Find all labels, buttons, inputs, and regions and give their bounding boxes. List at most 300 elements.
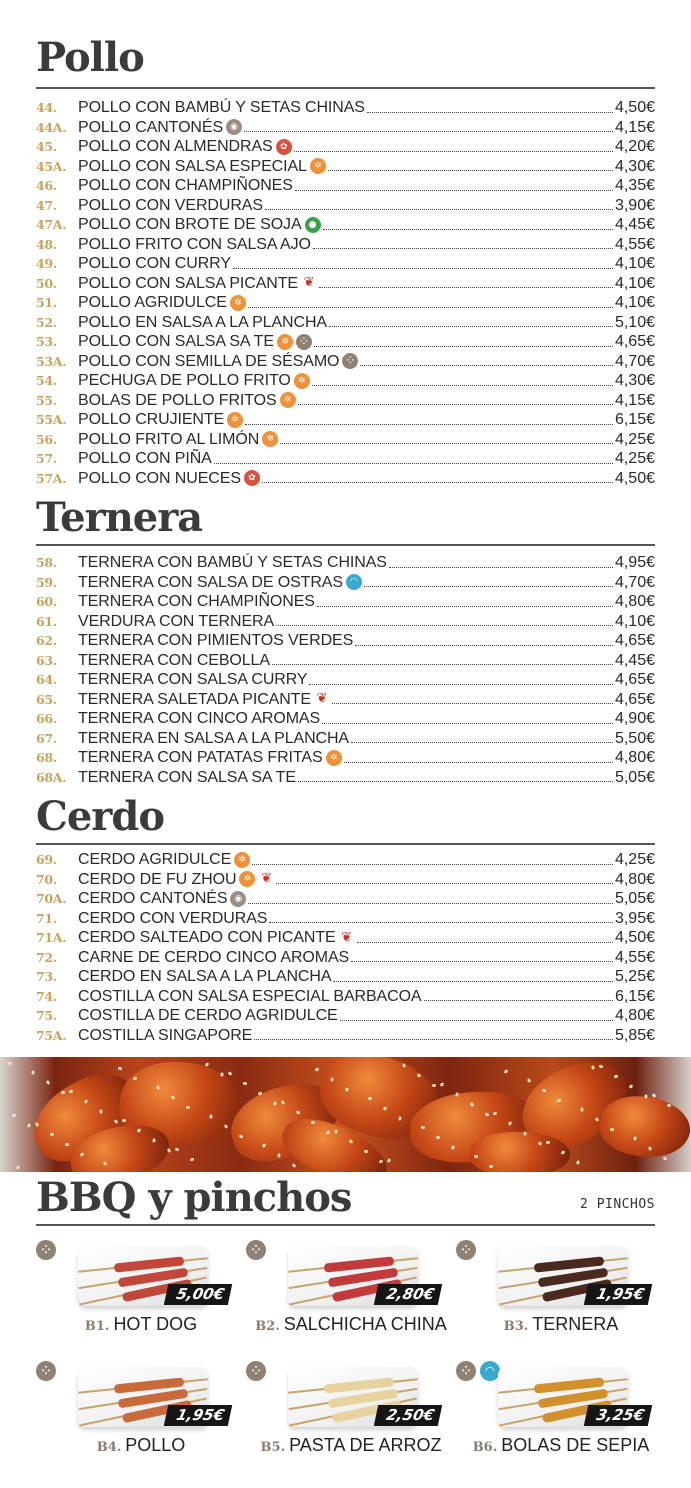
- item-number: 61.: [36, 613, 57, 629]
- item-number: 73.: [36, 969, 57, 984]
- item-number: 67.: [36, 730, 57, 746]
- bbq-item: [246, 1240, 456, 1360]
- item-code: B1.: [84, 1319, 110, 1334]
- menu-item-row: [36, 293, 655, 313]
- menu-item-row: [36, 1006, 655, 1026]
- menu-item-row: [36, 651, 655, 671]
- item-number: 74.: [36, 988, 57, 1004]
- wheat-icon: ✲: [310, 158, 326, 174]
- wheat-icon: ✲: [326, 750, 342, 766]
- sesame-seed: [205, 1062, 210, 1067]
- menu-item-row: [36, 768, 655, 788]
- sesame-seed: [118, 1066, 123, 1070]
- item-price: 4,50€: [614, 469, 655, 487]
- allergen-icons: [346, 574, 362, 590]
- dot-leader: [313, 248, 613, 249]
- item-name: TERNERA EN SALSA A LA PLANCHA: [78, 729, 349, 747]
- allergen-icons: [326, 750, 342, 766]
- sesame-seed: [12, 1113, 17, 1117]
- item-price: 4,65€: [614, 671, 655, 688]
- item-number: 47.: [36, 197, 57, 213]
- dot-leader: [280, 443, 613, 444]
- item-number: 65.: [36, 691, 57, 707]
- item-name: TERNERA CON PATATAS FRITAS: [78, 749, 323, 766]
- section-title-ternera: Ternera: [36, 494, 203, 541]
- menu-item-row: [36, 889, 655, 909]
- item-price: 4,10€: [614, 612, 655, 630]
- dot-leader: [214, 463, 613, 464]
- menu-item-row: [36, 631, 655, 651]
- menu-list-cerdo: [36, 850, 655, 1045]
- item-number: 62.: [36, 633, 57, 648]
- menu-item-row: [36, 352, 655, 372]
- sesame-icon: ⁘: [342, 353, 358, 369]
- menu-item-row: [36, 274, 655, 294]
- menu-item-row: [36, 235, 655, 255]
- dot-leader: [298, 404, 613, 405]
- allergen-icons: [301, 275, 317, 291]
- menu-item-row: [36, 748, 655, 768]
- menu-item-row: [36, 137, 655, 157]
- menu-list-pollo: [36, 98, 655, 488]
- item-number: 44A.: [36, 119, 67, 135]
- sesame-icon: ⁘: [246, 1240, 266, 1260]
- dot-leader: [367, 112, 613, 113]
- sesame-icon: ⁘: [296, 334, 312, 350]
- item-number: 50.: [36, 275, 57, 291]
- item-price: 4,50€: [614, 929, 655, 946]
- sesame-seed: [440, 1082, 445, 1087]
- item-name: TERNERA CON SALSA CURRY: [78, 671, 308, 688]
- wheat-icon: ✲: [277, 334, 293, 350]
- item-number: 75A.: [36, 1027, 67, 1043]
- allergen-icons: [305, 217, 321, 233]
- item-price: 4,50€: [614, 99, 655, 116]
- dot-leader: [323, 229, 613, 230]
- menu-item-row: [36, 850, 655, 870]
- item-name: POLLO CON SALSA PICANTE: [78, 274, 298, 292]
- menu-item-row: [36, 98, 655, 118]
- item-name: POLLO CON SALSA SA TE: [78, 333, 274, 350]
- item-name: POLLO CON CHAMPIÑONES: [78, 177, 293, 194]
- item-price: 4,45€: [614, 651, 655, 669]
- dot-leader: [294, 151, 613, 152]
- bbq-item-label: [456, 1435, 666, 1456]
- item-name: POLLO CON BAMBÚ Y SETAS CHINAS: [78, 99, 365, 116]
- item-price: 5,05€: [614, 890, 655, 907]
- mollusc-icon: ◉: [230, 891, 246, 907]
- sesame-icon: ⁘: [246, 1361, 266, 1381]
- menu-item-row: [36, 410, 655, 430]
- item-price: 4,55€: [614, 235, 655, 253]
- item-number: 56.: [36, 431, 57, 447]
- allergen-icons: [276, 139, 292, 155]
- bbq-item-label: [36, 1314, 246, 1335]
- allergen-icons: [239, 871, 274, 887]
- item-name: POLLO CON VERDURAS: [78, 196, 263, 214]
- item-number: 59.: [36, 574, 57, 590]
- sesame-seed: [27, 1123, 32, 1128]
- sesame-seed: [31, 1070, 34, 1074]
- menu-item-row: [36, 670, 655, 690]
- bbq-item: [246, 1361, 456, 1481]
- bbq-item-label: [246, 1435, 456, 1456]
- dot-leader: [252, 864, 613, 865]
- section-title-bbq: BBQ y pinchos: [36, 1174, 352, 1221]
- menu-item-row: [36, 176, 655, 196]
- item-name: BOLAS DE POLLO FRITOS: [78, 391, 277, 409]
- bbq-item: [456, 1361, 666, 1481]
- menu-item-row: [36, 118, 655, 138]
- dot-leader: [244, 131, 613, 132]
- sesame-seed: [228, 1071, 233, 1076]
- chili-icon: ❦: [303, 275, 315, 291]
- sesame-seed: [8, 1062, 12, 1065]
- item-name: PASTA DE ARROZ: [289, 1435, 442, 1455]
- menu-item-row: [36, 690, 655, 710]
- price-tag: 5,00€: [164, 1284, 232, 1305]
- allergen-icons: [230, 295, 246, 311]
- item-name: TERNERA CON SALSA SA TE: [78, 768, 296, 786]
- item-number: 69.: [36, 852, 57, 867]
- section-divider: [36, 544, 655, 546]
- sesame-seed: [629, 1084, 634, 1089]
- dot-leader: [309, 684, 612, 685]
- allergen-icons: [310, 158, 326, 174]
- chili-icon: ❦: [260, 871, 272, 887]
- dot-leader: [319, 287, 613, 288]
- menu-list-ternera: [36, 553, 655, 787]
- allergen-icons: [456, 1361, 500, 1381]
- item-name: POLLO CON ALMENDRAS: [78, 138, 273, 155]
- allergen-icons: [227, 412, 243, 428]
- item-number: 64.: [36, 672, 57, 687]
- item-number: 60.: [36, 594, 57, 609]
- item-name: CERDO EN SALSA A LA PLANCHA: [78, 968, 332, 985]
- sesame-seed: [292, 1163, 297, 1168]
- item-code: B4.: [96, 1440, 122, 1455]
- sesame-seed: [46, 1080, 51, 1085]
- item-price: 4,30€: [614, 372, 655, 389]
- menu-item-row: [36, 449, 655, 469]
- allergen-icons: [262, 431, 278, 447]
- item-name: POLLO CON SEMILLA DE SÉSAMO: [78, 352, 340, 370]
- item-price: 4,65€: [614, 690, 655, 708]
- item-name: COSTILLA CON SALSA ESPECIAL BARBACOA: [78, 987, 422, 1005]
- item-price: 4,80€: [614, 749, 655, 766]
- shellfish-icon: ◠: [480, 1361, 500, 1381]
- sesame-seed: [576, 1160, 580, 1165]
- sesame-icon: ⁘: [456, 1240, 476, 1260]
- item-price: 5,85€: [614, 1026, 655, 1044]
- dot-leader: [317, 606, 613, 607]
- dot-leader: [233, 268, 613, 269]
- dot-leader: [355, 645, 613, 646]
- item-number: 55.: [36, 392, 57, 408]
- allergen-icons: [294, 373, 310, 389]
- item-number: 58.: [36, 555, 57, 570]
- item-name: CERDO SALTEADO CON PICANTE: [78, 929, 336, 946]
- dot-leader: [269, 922, 613, 923]
- item-price: 3,95€: [614, 909, 655, 927]
- sesame-seed: [190, 1157, 195, 1161]
- dot-leader: [424, 1000, 613, 1001]
- item-number: 71.: [36, 910, 57, 926]
- item-price: 5,25€: [614, 968, 655, 985]
- item-number: 52.: [36, 314, 57, 330]
- item-name: CERDO AGRIDULCE: [78, 851, 232, 868]
- item-number: 68.: [36, 750, 57, 765]
- allergen-icons: [342, 353, 358, 369]
- item-code: B6.: [472, 1440, 498, 1455]
- sesame-seed: [334, 1129, 337, 1133]
- item-name: POLLO CRUJIENTE: [78, 411, 225, 428]
- item-name: CERDO CANTONÉS: [78, 890, 228, 907]
- item-price: 5,10€: [614, 313, 655, 331]
- dot-leader: [248, 903, 613, 904]
- item-price: 5,50€: [614, 729, 655, 747]
- wheat-icon: ✲: [234, 852, 250, 868]
- menu-item-row: [36, 870, 655, 890]
- item-number: 70A.: [36, 891, 67, 906]
- item-price: 4,35€: [614, 177, 655, 194]
- dot-leader: [248, 307, 613, 308]
- sesame-seed: [432, 1084, 436, 1087]
- item-name: POLLO FRITO AL LIMÓN: [78, 430, 260, 448]
- item-name: POLLO CON PIÑA: [78, 450, 212, 467]
- item-price: 4,25€: [614, 430, 655, 448]
- allergen-icons: [277, 334, 312, 350]
- price-tag: 2,50€: [374, 1405, 442, 1426]
- menu-item-row: [36, 909, 655, 929]
- menu-item-row: [36, 1026, 655, 1046]
- sesame-seed: [167, 1148, 171, 1153]
- dot-leader: [360, 365, 613, 366]
- sesame-icon: ⁘: [36, 1361, 56, 1381]
- menu-item-row: [36, 967, 655, 987]
- wheat-icon: ✲: [230, 295, 246, 311]
- bbq-note: 2 PINCHOS: [580, 1197, 655, 1212]
- shellfish-icon: ◠: [346, 574, 362, 590]
- bbq-item: [36, 1240, 246, 1360]
- item-number: 72.: [36, 949, 57, 965]
- menu-item-row: [36, 592, 655, 612]
- nuts-icon: ✿: [276, 139, 292, 155]
- menu-item-row: [36, 612, 655, 632]
- dot-leader: [314, 346, 613, 347]
- section-title-cerdo: Cerdo: [36, 793, 165, 840]
- item-name: CERDO CON VERDURAS: [78, 909, 268, 927]
- chili-icon: ❦: [341, 929, 353, 945]
- item-name: POLLO CON CURRY: [78, 255, 231, 272]
- menu-item-row: [36, 729, 655, 749]
- dot-leader: [245, 424, 613, 425]
- item-price: 4,25€: [614, 450, 655, 467]
- soy-icon: ●: [305, 217, 321, 233]
- item-name: POLLO CON BROTE DE SOJA: [78, 216, 302, 233]
- item-number: 55A.: [36, 412, 67, 427]
- item-price: 4,65€: [614, 632, 655, 649]
- menu-item-row: [36, 215, 655, 235]
- allergen-icons: [339, 930, 355, 946]
- nuts-icon: ✿: [244, 470, 260, 486]
- dot-leader: [328, 170, 613, 171]
- item-price: 4,30€: [614, 157, 655, 175]
- item-name: POLLO FRITO CON SALSA AJO: [78, 235, 311, 253]
- item-name: TERNERA CON SALSA DE OSTRAS: [78, 573, 343, 591]
- item-name: BOLAS DE SEPIA: [501, 1435, 650, 1455]
- item-number: 54.: [36, 373, 57, 388]
- dot-leader: [333, 981, 613, 982]
- bbq-item-label: [456, 1314, 666, 1335]
- menu-item-row: [36, 469, 655, 489]
- item-number: 46.: [36, 178, 57, 193]
- section-divider: [36, 87, 655, 89]
- dot-leader: [312, 385, 613, 386]
- item-name: CERDO DE FU ZHOU: [78, 870, 237, 888]
- dot-leader: [351, 961, 613, 962]
- item-name: HOT DOG: [113, 1314, 198, 1334]
- dot-leader: [322, 723, 613, 724]
- dot-leader: [364, 586, 613, 587]
- bbq-item-label: [36, 1435, 246, 1456]
- item-number: 57A.: [36, 470, 67, 486]
- item-price: 4,15€: [614, 118, 655, 136]
- menu-item-row: [36, 313, 655, 333]
- item-number: 45A.: [36, 158, 67, 174]
- item-name: TERNERA CON PIMIENTOS VERDES: [78, 632, 354, 649]
- item-name: TERNERA CON CHAMPIÑONES: [78, 593, 315, 610]
- item-price: 5,05€: [614, 768, 655, 786]
- item-name: TERNERA CON BAMBÚ Y SETAS CHINAS: [78, 554, 387, 571]
- allergen-icons: [36, 1240, 56, 1260]
- menu-item-row: [36, 709, 655, 729]
- allergen-icons: [234, 852, 250, 868]
- dot-leader: [344, 762, 613, 763]
- item-code: B5.: [260, 1440, 286, 1455]
- item-price: 6,15€: [614, 987, 655, 1005]
- item-name: POLLO EN SALSA A LA PLANCHA: [78, 313, 327, 331]
- bbq-item: [36, 1361, 246, 1481]
- wheat-icon: ✲: [262, 431, 278, 447]
- sweet-sour-chicken-photo: [0, 1057, 691, 1172]
- price-tag: 3,25€: [584, 1405, 652, 1426]
- item-price: 4,25€: [614, 851, 655, 868]
- item-price: 6,15€: [614, 411, 655, 428]
- sesame-icon: ⁘: [456, 1361, 476, 1381]
- item-name: POLLO CON SALSA ESPECIAL: [78, 157, 307, 175]
- sesame-icon: ⁘: [36, 1240, 56, 1260]
- allergen-icons: [280, 392, 296, 408]
- item-number: 49.: [36, 256, 57, 271]
- item-number: 44.: [36, 100, 57, 115]
- sesame-seed: [504, 1069, 509, 1074]
- chili-icon: ❦: [316, 691, 328, 707]
- bbq-item-label: [246, 1314, 456, 1335]
- item-number: 57.: [36, 451, 57, 466]
- item-name: POLLO AGRIDULCE: [78, 294, 227, 311]
- item-number: 68A.: [36, 769, 67, 785]
- wheat-icon: ✲: [294, 373, 310, 389]
- dot-leader: [262, 482, 613, 483]
- item-name: TERNERA: [532, 1314, 619, 1334]
- item-number: 53A.: [36, 353, 67, 369]
- item-number: 63.: [36, 652, 57, 668]
- menu-item-row: [36, 987, 655, 1007]
- sesame-seed: [315, 1067, 320, 1072]
- item-number: 47A.: [36, 217, 67, 232]
- item-price: 4,95€: [614, 554, 655, 571]
- item-price: 4,65€: [614, 333, 655, 350]
- wheat-icon: ✲: [227, 412, 243, 428]
- item-name: VERDURA CON TERNERA: [78, 612, 275, 630]
- section-title-pollo: Pollo: [36, 34, 144, 81]
- dot-leader: [351, 742, 613, 743]
- sesame-seed: [16, 1165, 21, 1170]
- item-code: B2.: [255, 1319, 280, 1334]
- item-name: COSTILLA DE CERDO AGRIDULCE: [78, 1007, 338, 1024]
- allergen-icons: [314, 691, 330, 707]
- dot-leader: [332, 703, 613, 704]
- allergen-icons: [230, 891, 246, 907]
- menu-item-row: [36, 157, 655, 177]
- menu-item-row: [36, 332, 655, 352]
- menu-item-row: [36, 573, 655, 593]
- item-number: 53.: [36, 334, 57, 349]
- item-price: 4,70€: [614, 573, 655, 591]
- item-price: 4,45€: [614, 216, 655, 233]
- mollusc-icon: ◉: [226, 119, 242, 135]
- dot-leader: [254, 1039, 613, 1040]
- sesame-seed: [663, 1156, 668, 1161]
- item-price: 4,80€: [614, 870, 655, 888]
- item-name: CARNE DE CERDO CINCO AROMAS: [78, 948, 350, 966]
- menu-item-row: [36, 254, 655, 274]
- dot-leader: [389, 567, 613, 568]
- menu-item-row: [36, 391, 655, 411]
- sesame-seed: [489, 1165, 493, 1168]
- dot-leader: [295, 190, 613, 191]
- item-number: 51.: [36, 295, 57, 310]
- menu-item-row: [36, 948, 655, 968]
- allergen-icons: [36, 1361, 56, 1381]
- dot-leader: [276, 883, 613, 884]
- allergen-icons: [246, 1361, 266, 1381]
- item-name: TERNERA CON CEBOLLA: [78, 651, 270, 669]
- section-divider: [36, 843, 655, 845]
- item-name: POLLO: [125, 1435, 186, 1455]
- item-name: PECHUGA DE POLLO FRITO: [78, 372, 291, 389]
- item-price: 4,70€: [614, 352, 655, 370]
- item-name: POLLO CANTONÉS: [78, 118, 224, 136]
- sesame-seed: [387, 1158, 391, 1163]
- item-price: 4,10€: [614, 274, 655, 292]
- item-number: 66.: [36, 711, 57, 726]
- item-number: 75.: [36, 1008, 57, 1023]
- item-price: 4,90€: [614, 710, 655, 727]
- wheat-icon: ✲: [239, 871, 255, 887]
- item-number: 45.: [36, 139, 57, 154]
- item-price: 4,80€: [614, 1007, 655, 1024]
- menu-item-row: [36, 928, 655, 948]
- allergen-icons: [456, 1240, 476, 1260]
- allergen-icons: [244, 470, 260, 486]
- dot-leader: [357, 942, 613, 943]
- allergen-icons: [246, 1240, 266, 1260]
- item-name: COSTILLA SINGAPORE: [78, 1026, 253, 1044]
- menu-item-row: [36, 196, 655, 216]
- dot-leader: [265, 209, 613, 210]
